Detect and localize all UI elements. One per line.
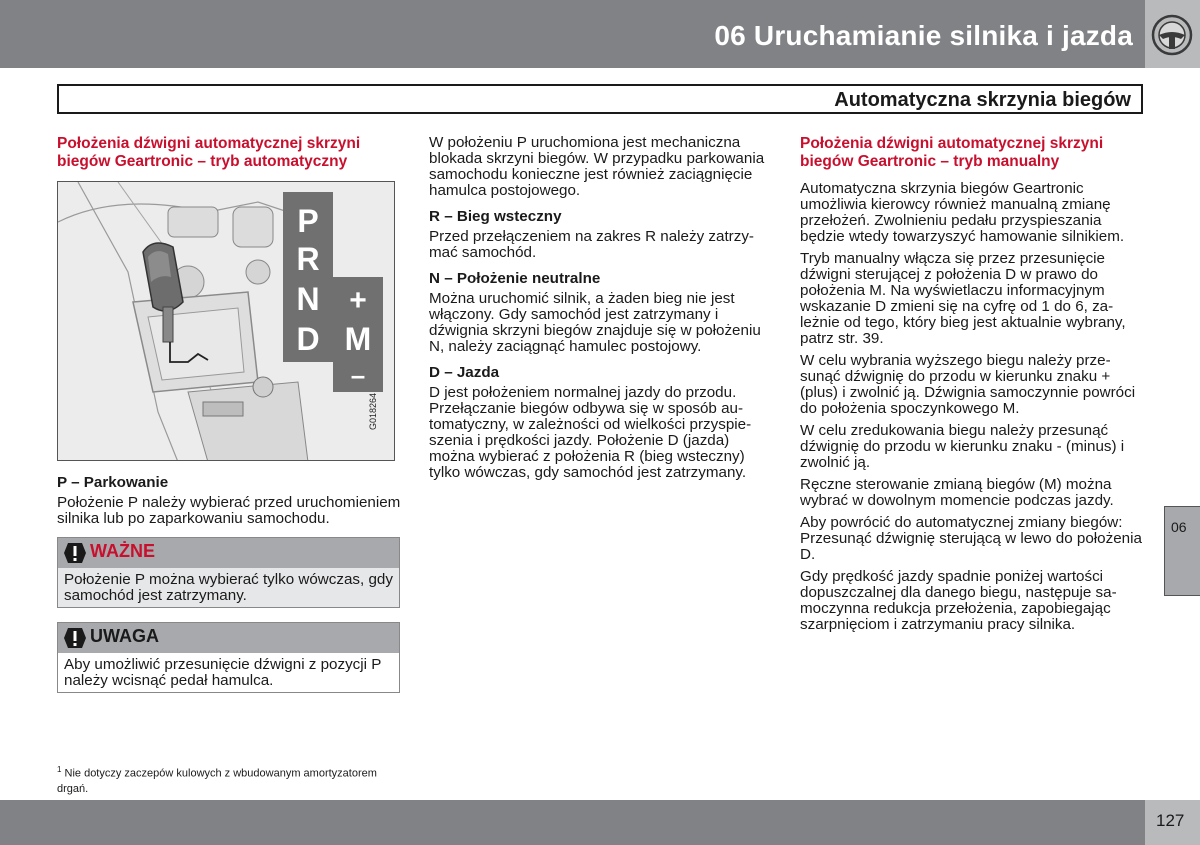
chapter-side-tab	[1164, 506, 1200, 596]
footnote-text: Nie dotyczy zaczepów kulowych z wbudowanym amortyzatorem drgań.	[57, 767, 377, 795]
footer-band	[0, 800, 1145, 845]
gear-lever-figure	[57, 181, 395, 461]
column-middle	[429, 135, 774, 491]
page-number-box	[1145, 800, 1200, 845]
drive-text: D jest położeniem normalnej jazdy do przodu. Przełączanie biegów odbywa się w sposób automatyczny, w zależności od wielkości przyspieszenia i prędkości jazdy. Położenie D (jazda) można wybierać z położenia R (bieg wsteczny) tylko wówczas, gdy samochód jest zatrzymany.	[429, 384, 752, 481]
note-body: Aby umożliwić przesunięcie dźwigni z pozycji P należy wcisnąć pedał hamulca.	[58, 653, 399, 692]
manual-paragraph: W celu zredukowania biegu należy przesunąć dźwignię do przodu w kierunku znaku - (minus) i zwolnić ją.	[800, 422, 1125, 471]
manual-paragraph: Automatyczna skrzynia biegów Geartronic umożliwia kierowcy również manualną zmianę przełożeń. Zwolnieniu pedału przyspieszania będzie wtedy towarzyszyć hamowanie silnikiem.	[800, 180, 1125, 245]
gear-r-label: R	[296, 241, 320, 277]
caution-icon	[62, 541, 88, 565]
park-lock-text: W położeniu P uruchomiona jest mechaniczna blokada skrzyni biegów. W przypadku parkowania samochodu konieczne jest również zaciągnięcie hamulca postojowego.	[429, 134, 765, 199]
warning-body: Położenie P można wybierać tylko wówczas, gdy samochód jest zatrzymany.	[58, 568, 399, 607]
gear-m-label: M	[344, 321, 372, 357]
parking-text: Położenie P należy wybierać przed uruchomieniem silnika lub po zaparkowaniu samochodu.	[57, 494, 401, 527]
automatic-mode-heading: Położenia dźwigni automatycznej skrzyni biegów Geartronic – tryb automatyczny	[57, 135, 361, 170]
warning-label: WAŻNE	[90, 541, 155, 561]
manual-mode-heading: Położenia dźwigni automatycznej skrzyni biegów Geartronic – tryb manualny	[800, 135, 1104, 170]
gear-plus-label: +	[349, 284, 367, 317]
footnote-marker: 1	[57, 765, 62, 774]
gear-minus-label: –	[350, 360, 366, 390]
reverse-heading: R – Bieg wsteczny	[429, 208, 562, 225]
manual-paragraph: Ręczne sterowanie zmianą biegów (M) można wybrać w dowolnym momencie podczas jazdy.	[800, 476, 1114, 509]
manual-paragraph: Gdy prędkość jazdy spadnie poniżej wartości dopuszczalnej dla danego biegu, następuje samoczynna redukcja przełożenia, zapobiegając szarpnięciom i zatrzymaniu pracy silnika.	[800, 568, 1117, 633]
footnote	[57, 762, 397, 797]
column-left	[57, 135, 402, 707]
gear-d-label: D	[296, 321, 320, 357]
note-label: UWAGA	[90, 626, 159, 646]
section-title-box	[57, 84, 1143, 114]
reverse-text: Przed przełączeniem na zakres R należy zatrzymać samochód.	[429, 228, 754, 261]
column-right	[800, 135, 1145, 639]
warning-header	[58, 538, 399, 568]
gear-lever-illustration	[58, 182, 395, 461]
gear-p-label: P	[297, 203, 319, 239]
manual-paragraph: W celu wybrania wyższego biegu należy przesunąć dźwignię do przodu w kierunku znaku + (plus) i zwolnić ją. Dźwignia samoczynnie powróci do położenia spoczynkowego M.	[800, 352, 1136, 417]
manual-paragraph: Aby powrócić do automatycznej zmiany biegów: Przesunąć dźwignię sterującą w lewo do położenia D.	[800, 514, 1142, 563]
neutral-text: Można uruchomić silnik, a żaden bieg nie jest włączony. Gdy samochód jest zatrzymany i dźwignia skrzyni biegów znajduje się w położeniu N, należy zaciągnąć hamulec postojowy.	[429, 290, 761, 355]
warning-box	[57, 537, 400, 608]
chapter-tab-label: 06	[1171, 519, 1187, 535]
brand-logo-box	[1145, 0, 1200, 68]
caution-icon	[62, 626, 88, 650]
parking-heading: P – Parkowanie	[57, 474, 169, 491]
neutral-heading: N – Położenie neutralne	[429, 270, 601, 287]
chapter-title: 06 Uruchamianie silnika i jazda	[714, 20, 1133, 51]
note-box	[57, 622, 400, 693]
page-number: 127	[1156, 811, 1185, 830]
drive-heading: D – Jazda	[429, 364, 500, 381]
gear-n-label: N	[296, 281, 320, 317]
manual-paragraph: Tryb manualny włącza się przez przesunięcie dźwigni sterującej z położenia D w prawo do położenia M. Na wyświetlaczu informacyjnym wskazanie D zmieni się na cyfrę od 1 do 6, zależnie od tego, który bieg jest aktualnie wybrany, patrz str. 39.	[800, 250, 1126, 347]
note-header	[58, 623, 399, 653]
figure-code: G018264	[368, 392, 378, 430]
header-band	[0, 0, 1145, 68]
section-title: Automatyczna skrzynia biegów	[834, 89, 1131, 111]
steering-wheel-icon	[1151, 14, 1193, 56]
